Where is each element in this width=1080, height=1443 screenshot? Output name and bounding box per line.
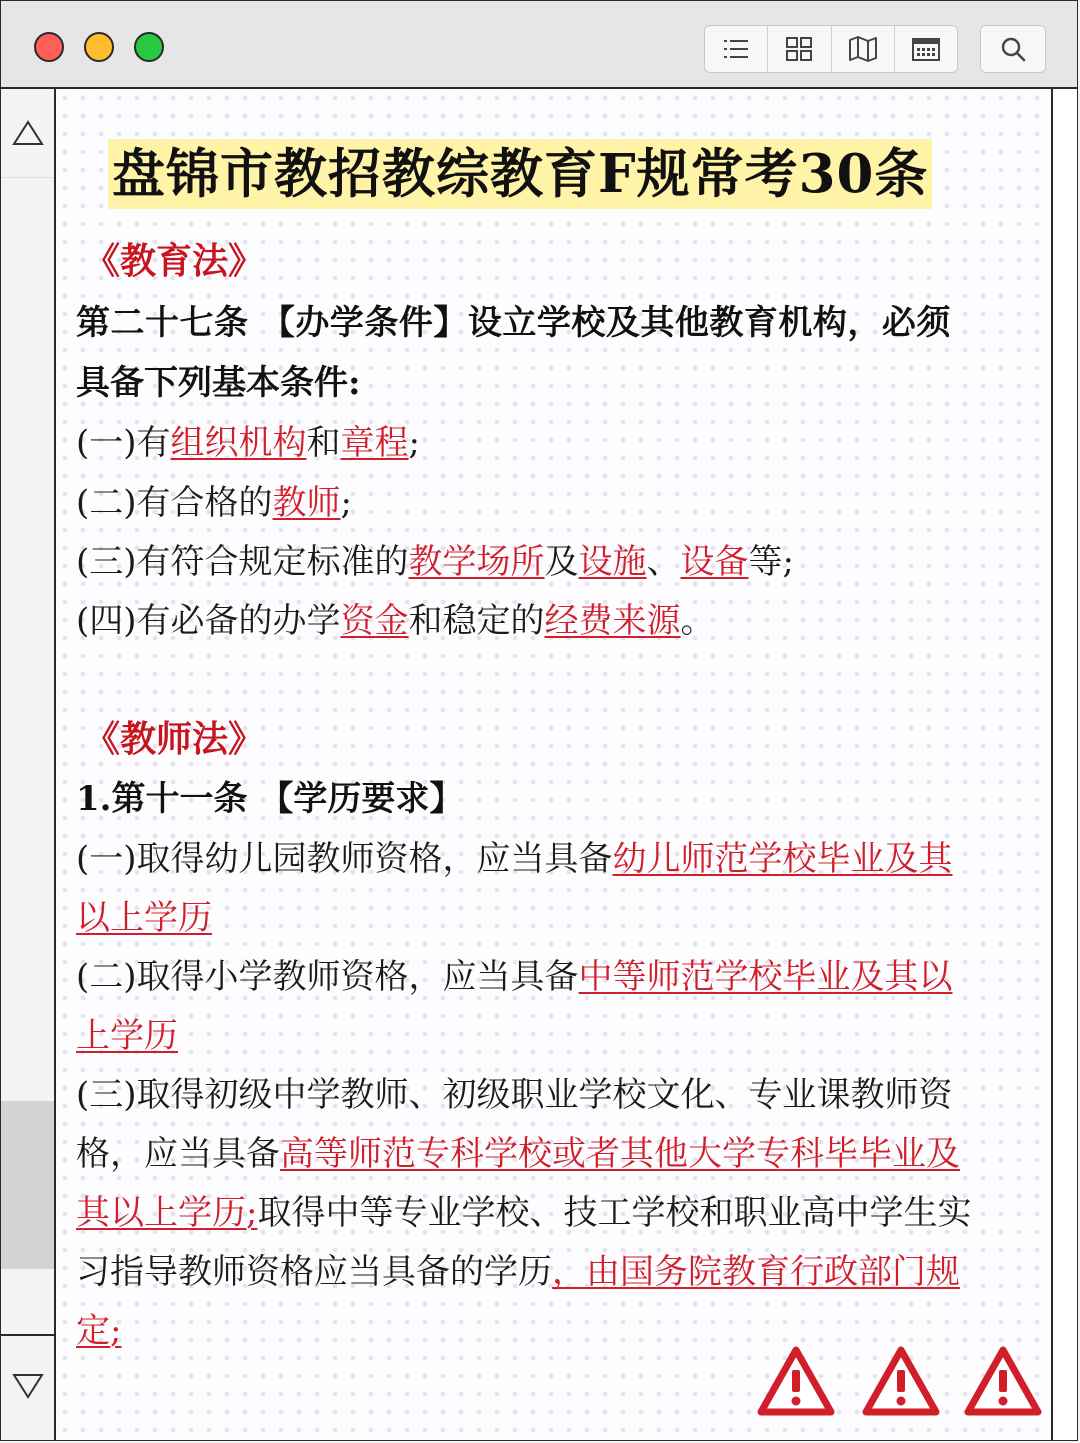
text: (三)有符合规定标准的 bbox=[76, 542, 409, 582]
requirement-item-2-line-2 bbox=[76, 1014, 178, 1058]
key-term: 资金 bbox=[340, 601, 409, 641]
page-title: 盘锦市教招教综教育F规常考30条 bbox=[108, 139, 932, 209]
text: (一)取得幼儿园教师资格，应当具备 bbox=[76, 839, 613, 879]
title-bar bbox=[1, 1, 1077, 89]
text: 格，应当具备 bbox=[76, 1134, 280, 1174]
key-term: 上学历 bbox=[76, 1016, 178, 1056]
key-term: 章程 bbox=[340, 423, 409, 463]
key-term: 中等师范学校毕业及其以 bbox=[578, 957, 953, 997]
requirement-item-3-line-4 bbox=[76, 1250, 960, 1294]
requirement-item-3-line-3 bbox=[76, 1191, 971, 1235]
key-term: 设备 bbox=[680, 542, 749, 582]
requirement-item-1-line-1 bbox=[76, 837, 953, 881]
document-area bbox=[56, 89, 1051, 1441]
warning-icon bbox=[963, 1344, 1043, 1418]
grid-view-button[interactable] bbox=[768, 26, 831, 72]
requirement-item-3-line-5 bbox=[76, 1309, 121, 1353]
key-term: 组织机构 bbox=[170, 423, 307, 463]
article-27-line-1: 第二十七条 【办学条件】设立学校及其他教育机构，必须 bbox=[76, 303, 951, 343]
calendar-view-button[interactable] bbox=[895, 26, 957, 72]
key-term: ，由国务院教育行政部门规 bbox=[552, 1252, 960, 1292]
text: 和稳定的 bbox=[408, 601, 545, 641]
article-11-heading: 1.第十一条 【学历要求】 bbox=[76, 779, 464, 819]
requirement-item-3-line-1: (三)取得初级中学教师、初级职业学校文化、专业课教师资 bbox=[76, 1075, 953, 1115]
text: (四)有必备的办学 bbox=[76, 601, 341, 641]
list-icon bbox=[721, 37, 751, 61]
scroll-thumb[interactable] bbox=[1, 1101, 54, 1269]
section-heading-teachers-law: 《教师法》 bbox=[84, 718, 265, 760]
vertical-scrollbar[interactable] bbox=[1, 89, 56, 1441]
map-icon bbox=[847, 35, 879, 63]
key-term: 定; bbox=[76, 1311, 122, 1351]
text: ; bbox=[408, 423, 420, 463]
scroll-down-button[interactable] bbox=[1, 1336, 54, 1436]
scroll-up-button[interactable] bbox=[1, 89, 54, 178]
condition-item-2 bbox=[76, 481, 352, 525]
zoom-button[interactable] bbox=[134, 32, 164, 62]
search-button[interactable] bbox=[980, 25, 1046, 73]
triangle-down-icon bbox=[11, 1372, 45, 1400]
requirement-item-3-line-2 bbox=[76, 1132, 960, 1176]
text: 和 bbox=[306, 423, 341, 463]
key-term: 设施 bbox=[578, 542, 647, 582]
article-27-line-2: 具备下列基本条件: bbox=[76, 363, 361, 403]
search-icon bbox=[999, 35, 1027, 63]
text: 等; bbox=[748, 542, 794, 582]
section-heading-education-law: 《教育法》 bbox=[84, 240, 265, 282]
warning-icon bbox=[861, 1344, 941, 1418]
condition-item-4 bbox=[76, 599, 715, 643]
calendar-icon bbox=[911, 36, 941, 62]
key-term: 教师 bbox=[272, 483, 341, 523]
requirement-item-1-line-2 bbox=[76, 896, 212, 940]
right-border bbox=[1051, 89, 1053, 1441]
condition-item-1 bbox=[76, 421, 420, 465]
key-term: 高等师范专科学校或者其他大学专科毕毕业及 bbox=[280, 1134, 960, 1174]
view-toolbar bbox=[704, 25, 958, 73]
close-button[interactable] bbox=[34, 32, 64, 62]
key-term: 以上学历 bbox=[76, 898, 212, 938]
text: ; bbox=[340, 483, 352, 523]
text: 习指导教师资格应当具备的学历 bbox=[76, 1252, 552, 1292]
list-view-button[interactable] bbox=[705, 26, 768, 72]
key-term: 其以上学历; bbox=[76, 1193, 258, 1233]
text: 及 bbox=[544, 542, 579, 582]
triangle-up-icon bbox=[11, 119, 45, 147]
text: 取得中等专业学校、技工学校和职业高中学生实 bbox=[257, 1193, 972, 1233]
map-view-button[interactable] bbox=[832, 26, 895, 72]
key-term: 经费来源 bbox=[544, 601, 681, 641]
key-term: 幼儿师范学校毕业及其 bbox=[612, 839, 953, 879]
text: (一)有 bbox=[76, 423, 171, 463]
minimize-button[interactable] bbox=[84, 32, 114, 62]
grid-icon bbox=[785, 36, 813, 62]
warning-icon bbox=[756, 1344, 836, 1418]
text: 。 bbox=[680, 601, 715, 641]
requirement-item-2-line-1 bbox=[76, 955, 953, 999]
text: (二)取得小学教师资格，应当具备 bbox=[76, 957, 579, 997]
text: (二)有合格的 bbox=[76, 483, 273, 523]
condition-item-3 bbox=[76, 540, 794, 584]
key-term: 教学场所 bbox=[408, 542, 545, 582]
text: 、 bbox=[646, 542, 681, 582]
